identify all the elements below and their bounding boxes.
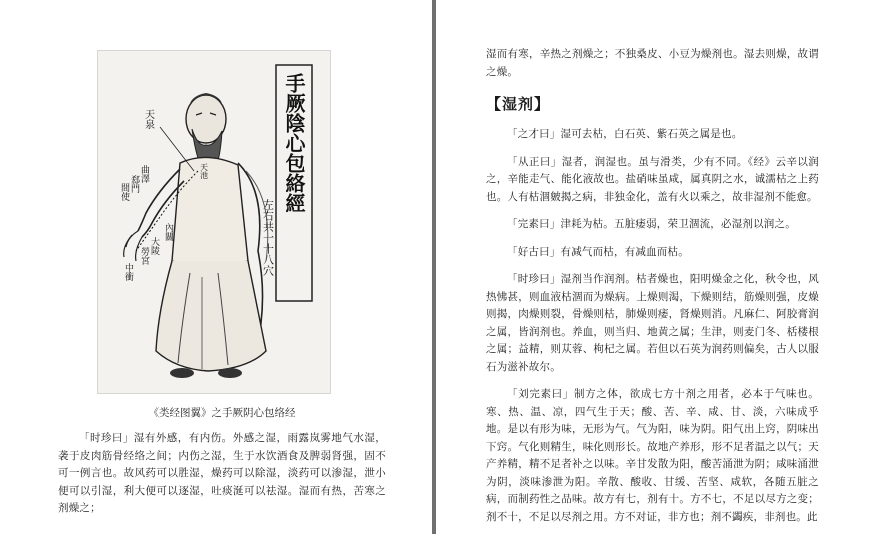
point-label-quze: 曲澤	[139, 165, 149, 183]
figure-drawing	[98, 51, 330, 393]
paragraph: 「好古曰」有减气而枯，有减血而枯。	[507, 245, 689, 258]
point-label-ximen: 郄門	[129, 175, 139, 193]
paragraph: 「时珍曰」湿有外感，有内伤。外感之湿，雨露岚雾地气水湿，袭于皮肉筋骨经络之间；内伤之湿，生于水饮酒食及脾弱肾强，固不可一例言也。故风药可以胜湿，燥药可以除湿，淡药可以渗湿，泄小便可以引湿，利大便可以逐湿，吐痰涎可以祛湿。湿而有热，苦寒之剂燥之；	[58, 432, 386, 514]
figure-subtitle: 左右共一十八穴	[261, 199, 275, 276]
point-label-zhongchong: 中衝	[123, 263, 133, 281]
point-label-laogong: 勞宮	[139, 247, 149, 265]
point-label-neiguan: 內關	[163, 223, 173, 241]
point-label-daling: 大陵	[149, 237, 159, 255]
meridian-illustration	[97, 50, 331, 394]
continued-paragraph: 湿而有寒，辛热之剂燥之；不独桑皮、小豆为燥剂也。湿去则燥，故谓之燥。	[486, 48, 819, 78]
point-label-tianchi: 天池	[199, 163, 209, 179]
left-page-body	[58, 430, 386, 518]
point-label-tianquan: 天泉	[142, 109, 154, 129]
section-heading: 【湿剂】	[486, 95, 551, 113]
paragraph: 「时珍曰」湿剂当作润剂。枯者燥也，阳明燥金之化，秋令也，风热怫甚，则血液枯涸而为燥病。上燥则渴，下燥则结，筋燥则强，皮燥则揭，肉燥则裂，骨燥则枯，肺燥则痿，肾燥则消。凡麻仁、阿胶膏润之属，皆润剂也。养血，则当归、地黄之属；生津，则麦门冬、栝楼根之属；益精，则苁蓉、枸杞之属。若但以石英为润药则偏矣，古人以服石为滋补故尔。	[486, 273, 819, 373]
paragraph: 「完素曰」津耗为枯。五脏痿弱，荣卫涸流，必湿剂以润之。	[507, 218, 796, 230]
figure-title: 手厥陰心包絡經	[282, 73, 306, 213]
right-page-body	[486, 46, 819, 526]
point-label-jianshi: 間使	[119, 183, 129, 201]
figure-caption: 《类经图翼》之手厥阴心包络经	[148, 407, 296, 419]
paragraph: 「从正曰」湿者，润湿也。虽与滑类，少有不同。《经》云辛以润之，辛能走气、能化液故也。盐硝味虽咸，属真阴之水，诚濡枯之上药也。人有枯涸皴揭之病，非独金化，盖有火以乘之，故非湿剂不能愈。	[486, 155, 819, 203]
paragraph: 「之才曰」湿可去枯，白石英、紫石英之属是也。	[507, 128, 743, 140]
paragraph: 「刘完素曰」制方之体，欲成七方十剂之用者，必本于气味也。寒、热、温、凉，四气生于天；酸、苦、辛、咸、甘、淡，六味成乎地。是以有形为味，无形为气。气为阳，味为阴。阳气出上窍，阴味出下窍。气化则精生，味化则形长。故地产养形，形不足者温之以气；天产养精，精不足者补之以味。辛甘发散为阳，酸苦涌泄为阴；咸味涌泄为阴，淡味渗泄为阳。辛散、酸收、甘缓、苦坚、咸软，各随五脏之病，而制药性之品味。故方有七，剂有十。方不七，不足以尽方之变；剂不十，不足以尽剂之用。方不对证，非方也；剂不蠲疾，非剂也。此	[486, 388, 819, 523]
